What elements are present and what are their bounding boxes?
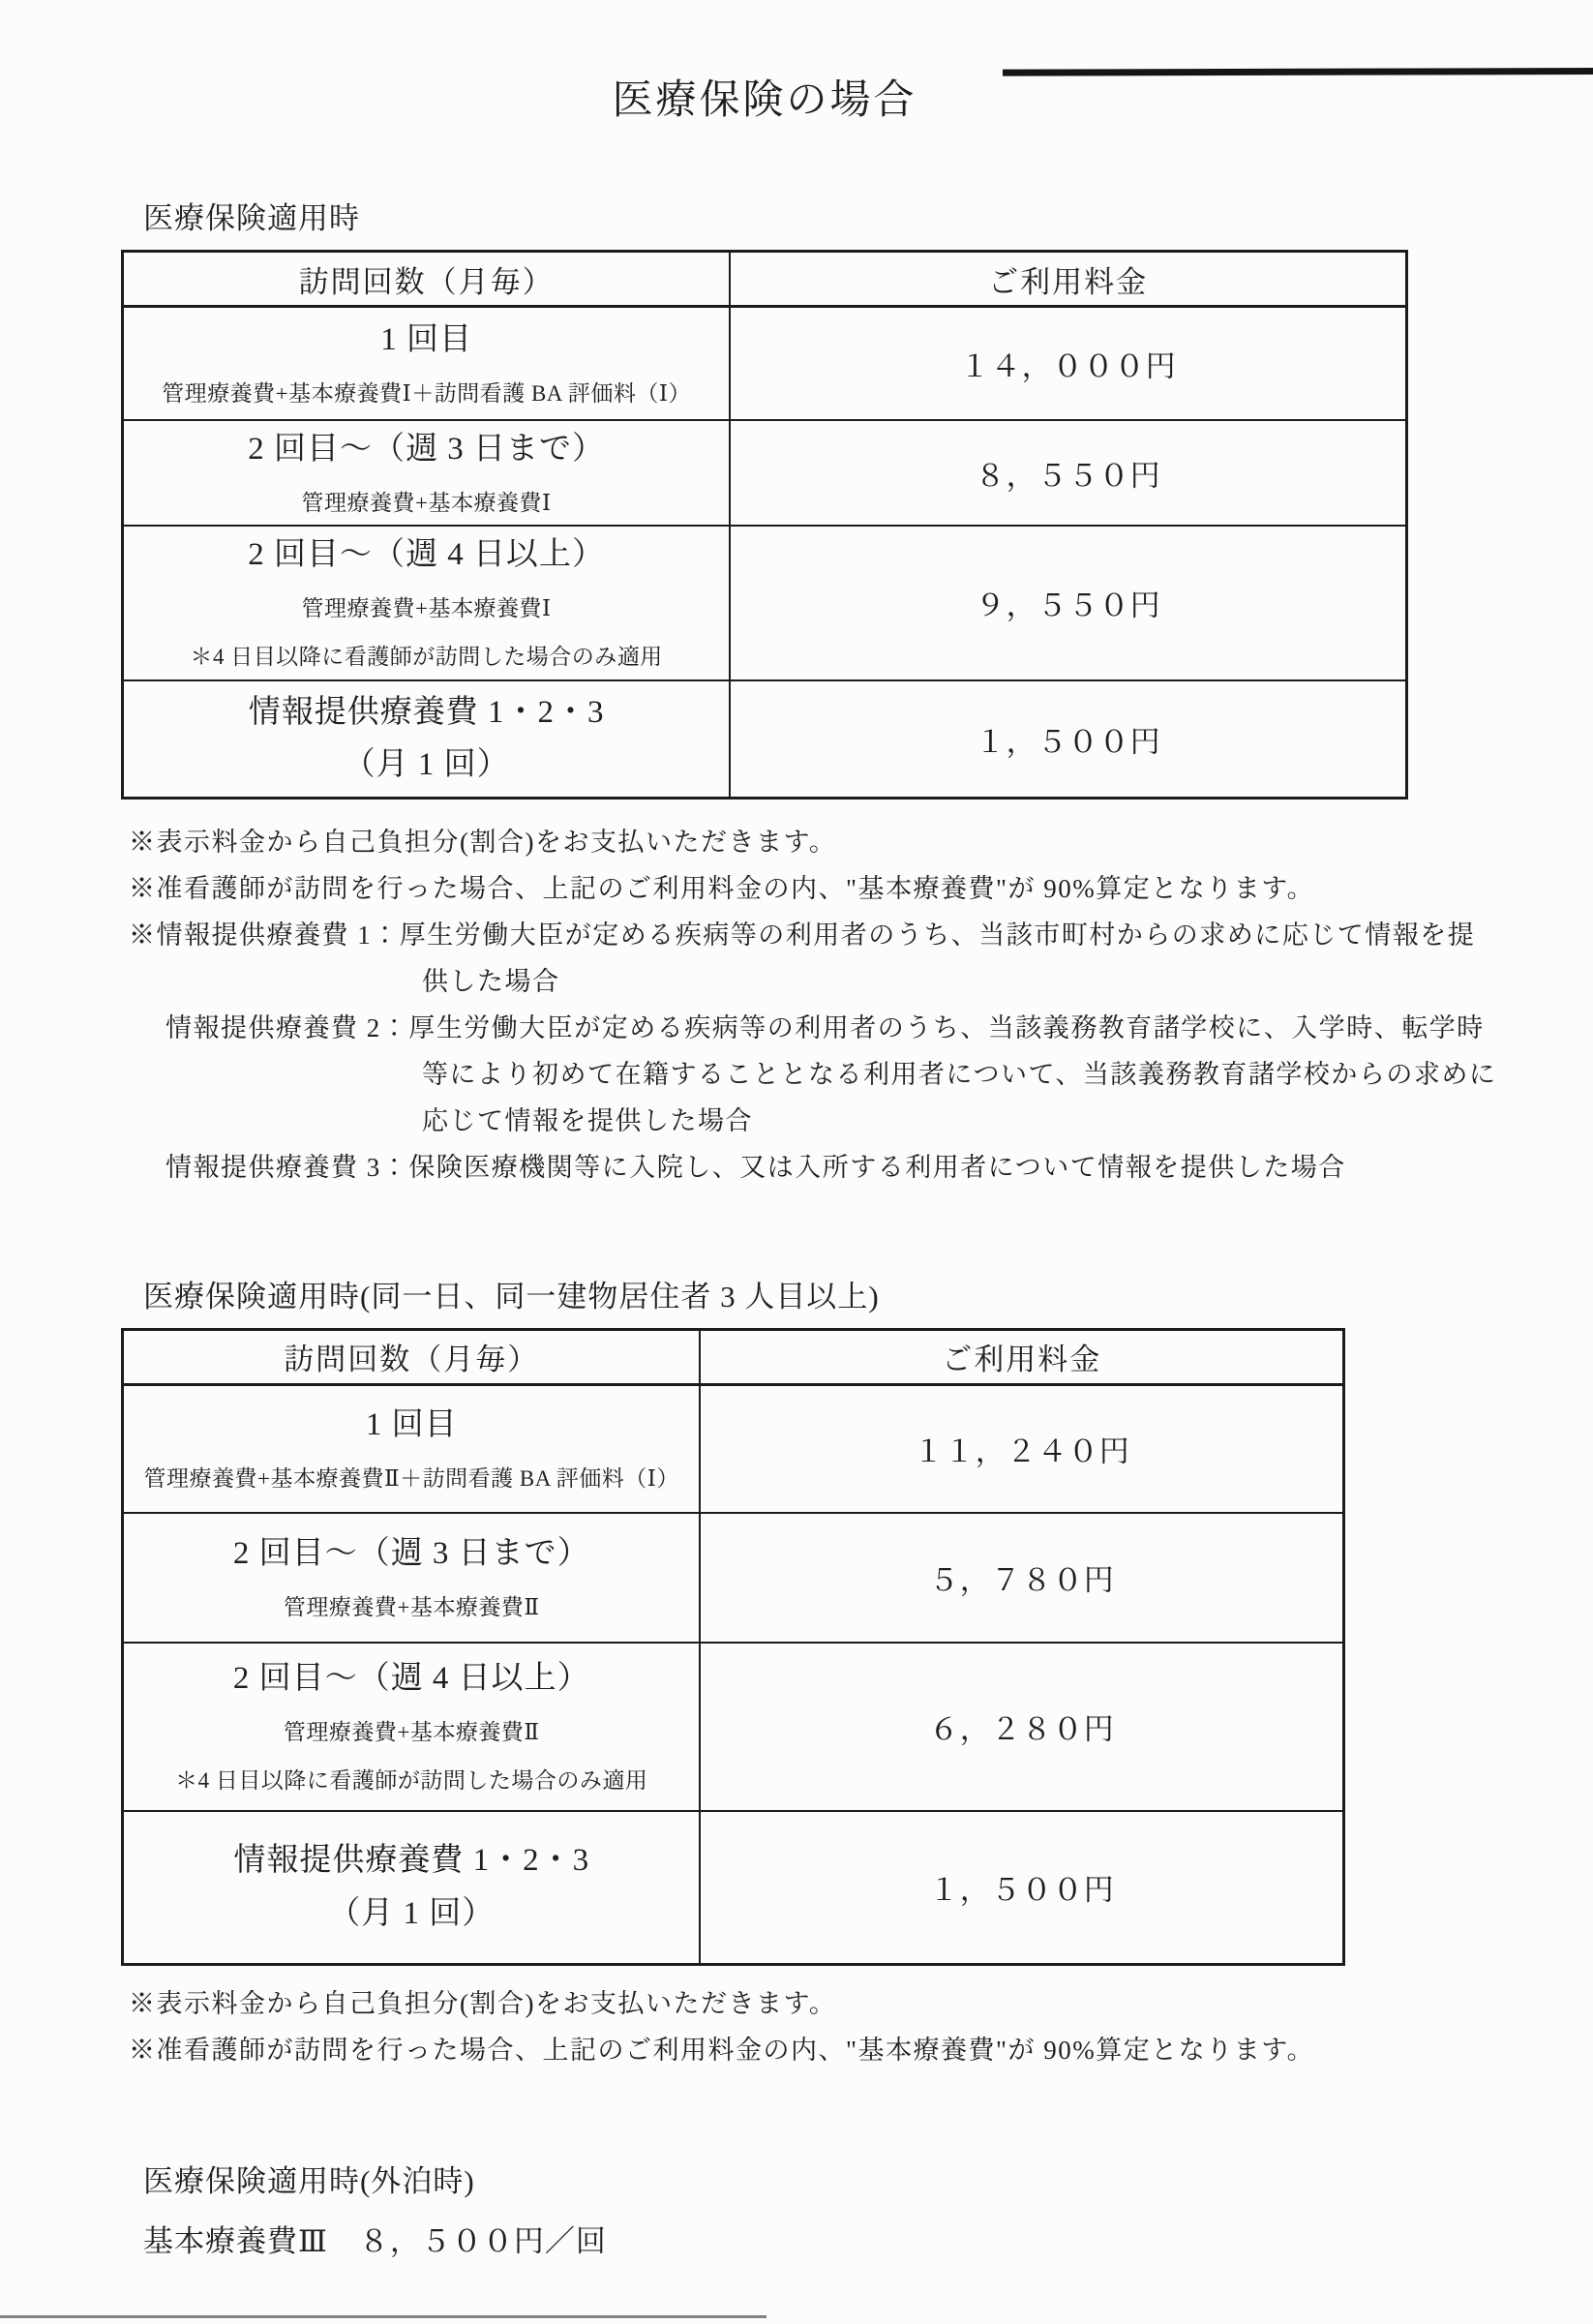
section1-notes <box>121 819 1497 1191</box>
note-info-fee-1-cont: 供した場合 <box>422 966 560 996</box>
column-header-fee: ご利用料金 <box>700 1329 1343 1384</box>
note-info-fee-3: 情報提供療養費 3：保険医療機関等に入院し、又は入所する利用者について情報を提供した場合 <box>165 1152 1346 1182</box>
fee-table-row <box>123 420 1407 526</box>
note-copay: ※表示料金から自己負担分(割合)をお支払いただきます。 <box>129 1988 837 2018</box>
section-same-building <box>121 1272 1408 2073</box>
fee-amount-cell: １１，２４０円 <box>700 1384 1343 1513</box>
section2-notes <box>121 1980 1408 2073</box>
visit-count-cell <box>123 420 731 526</box>
visit-count-cell <box>123 1513 701 1643</box>
note-assistant-nurse: ※准看護師が訪問を行った場合、上記のご利用料金の内、"基本療養費"が 90%算定となります。 <box>129 873 1315 903</box>
fee-composition-label: 管理療養費+基本療養費Ⅰ＋訪問看護 BA 評価料（Ⅰ） <box>162 380 691 406</box>
note-assistant-nurse: ※准看護師が訪問を行った場合、上記のご利用料金の内、"基本療養費"が 90%算定となります。 <box>129 2035 1315 2065</box>
fee-amount-cell: ８，５５０円 <box>730 420 1406 526</box>
section-medical-insurance <box>121 194 1497 1191</box>
visit-count-cell <box>123 307 731 421</box>
visit-type-label: 1 回目 <box>365 1407 458 1443</box>
fee-composition-label: 管理療養費+基本療養費Ⅱ <box>283 1595 540 1620</box>
visit-count-cell <box>123 1643 701 1811</box>
fee-amount-cell: １，５００円 <box>700 1811 1343 1965</box>
visit-type-label: 2 回目～（週 4 日以上） <box>232 1661 590 1697</box>
visit-condition-note: ＊4 日目以降に看護師が訪問した場合のみ適用 <box>190 645 663 670</box>
visit-frequency-label: （月 1 回） <box>328 1895 496 1931</box>
fee-table-2 <box>121 1328 1345 1966</box>
column-header-visits: 訪問回数（月毎） <box>123 252 731 307</box>
table-header-row <box>123 1329 1344 1384</box>
note-info-fee-1: ※情報提供療養費 1：厚生労働大臣が定める疾病等の利用者のうち、当該市町村からの求めに応じて情報を提 <box>129 920 1476 950</box>
visit-type-label: 情報提供療養費 1・2・3 <box>233 1843 590 1878</box>
fee-composition-label: 管理療養費+基本療養費Ⅰ <box>301 490 552 515</box>
fee-table-1-body <box>123 307 1407 799</box>
visit-condition-note: ＊4 日目以降に看護師が訪問した場合のみ適用 <box>175 1768 648 1794</box>
section3-heading: 医療保険適用時(外泊時) <box>143 2163 475 2198</box>
visit-type-label: 情報提供療養費 1・2・3 <box>248 694 605 730</box>
note-info-fee-2-cont1: 等により初めて在籍することとなる利用者について、当該義務教育諸学校からの求めに <box>422 1059 1497 1089</box>
visit-type-label: 2 回目～（週 4 日以上） <box>248 537 605 573</box>
visit-count-cell <box>123 526 731 680</box>
fee-table-row <box>123 1811 1344 1965</box>
fee-composition-label: 管理療養費+基本療養費Ⅰ <box>301 596 552 621</box>
note-copay: ※表示料金から自己負担分(割合)をお支払いただきます。 <box>129 827 837 857</box>
column-header-visits: 訪問回数（月毎） <box>123 1329 701 1384</box>
fee-table-row <box>123 1384 1344 1513</box>
section3-fee-line: 基本療養費Ⅲ ８，５００円／回 <box>143 2223 607 2258</box>
fee-table-2-body <box>123 1384 1344 1964</box>
fee-composition-label: 管理療養費+基本療養費Ⅱ＋訪問看護 BA 評価料（Ⅰ） <box>143 1466 679 1492</box>
table-header-row <box>123 252 1407 307</box>
fee-table-1 <box>121 250 1408 800</box>
visit-type-label: 2 回目～（週 3 日まで） <box>232 1536 590 1572</box>
scan-artifact-bottom <box>0 2315 766 2318</box>
column-header-fee: ご利用料金 <box>730 252 1406 307</box>
section2-heading: 医療保険適用時(同一日、同一建物居住者 3 人目以上) <box>143 1279 880 1313</box>
fee-composition-label: 管理療養費+基本療養費Ⅱ <box>283 1720 540 1745</box>
section-overnight-stay <box>121 2157 1408 2260</box>
page-title: 医療保険の場合 <box>612 78 917 123</box>
fee-amount-cell: ６，２８０円 <box>700 1643 1343 1811</box>
visit-frequency-label: （月 1 回） <box>343 747 510 783</box>
section1-heading: 医療保険適用時 <box>143 201 360 235</box>
scan-artifact-top <box>1003 68 1593 76</box>
visit-count-cell <box>123 680 731 799</box>
fee-table-row <box>123 526 1407 680</box>
fee-table-row <box>123 1513 1344 1643</box>
note-info-fee-2: 情報提供療養費 2：厚生労働大臣が定める疾病等の利用者のうち、当該義務教育諸学校に、入学時、転学時 <box>165 1012 1485 1042</box>
visit-type-label: 1 回目 <box>380 322 472 358</box>
fee-amount-cell: １４，０００円 <box>730 307 1406 421</box>
note-info-fee-2-cont2: 応じて情報を提供した場合 <box>422 1105 753 1135</box>
fee-table-row <box>123 307 1407 421</box>
visit-count-cell <box>123 1384 701 1513</box>
document-page <box>0 68 1593 2260</box>
visit-type-label: 2 回目～（週 3 日まで） <box>248 432 605 467</box>
fee-table-row <box>123 680 1407 799</box>
document-content <box>121 68 1497 2260</box>
fee-amount-cell: ９，５５０円 <box>730 526 1406 680</box>
fee-amount-cell: １，５００円 <box>730 680 1406 799</box>
fee-table-row <box>123 1643 1344 1811</box>
fee-amount-cell: ５，７８０円 <box>700 1513 1343 1643</box>
visit-count-cell <box>123 1811 701 1965</box>
